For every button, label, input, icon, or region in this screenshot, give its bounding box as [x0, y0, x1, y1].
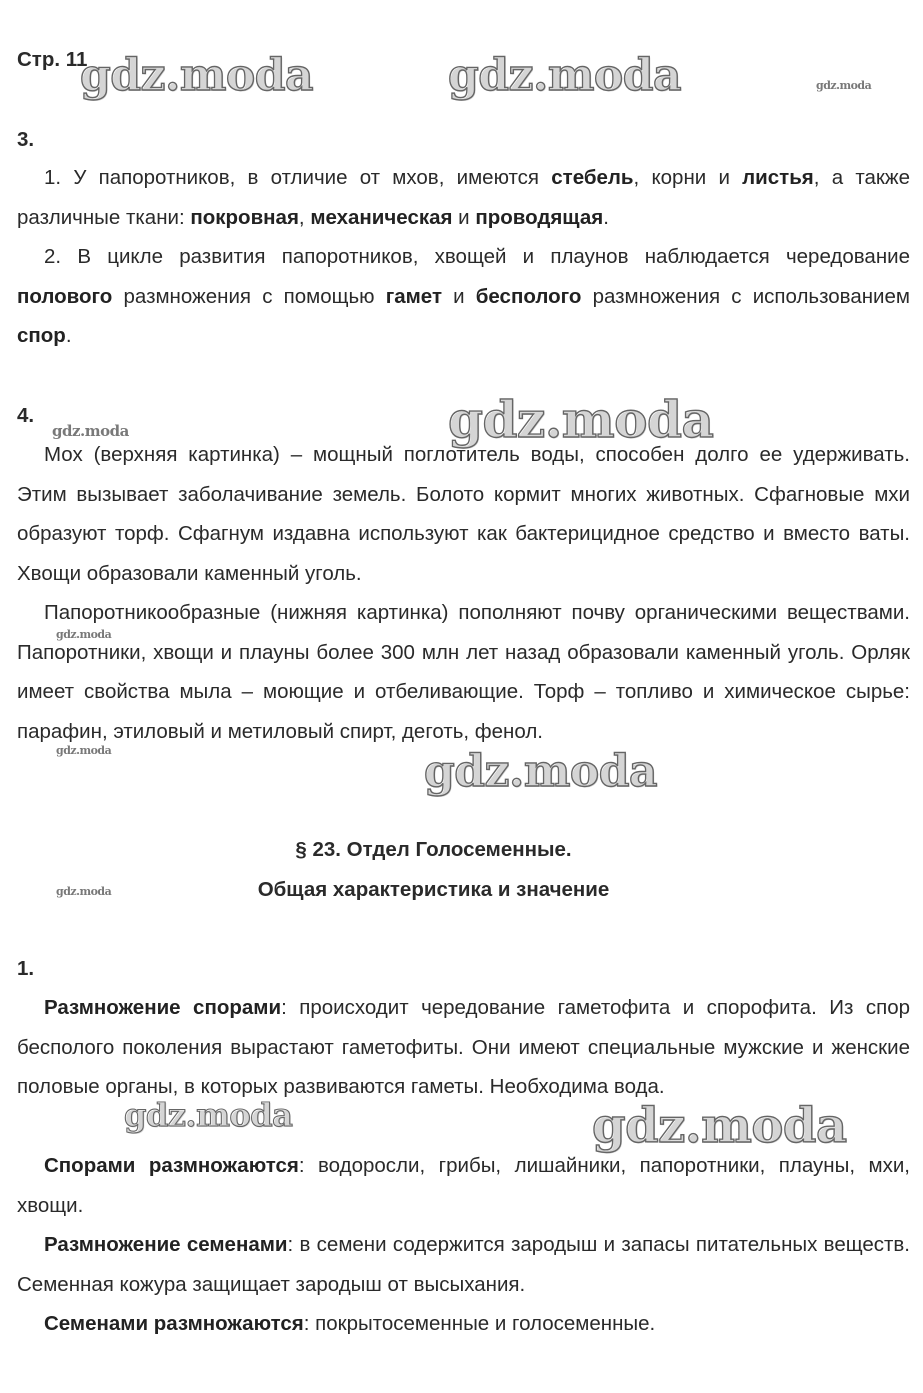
watermark-logo: gdz.moda: [52, 422, 129, 440]
watermark-logo: gdz.moda: [424, 746, 658, 797]
text-segment: 2. В цикле развития папоротников, хвощей и плаунов наблюдается чередование: [44, 245, 910, 268]
text-segment: : покрытосеменные и голосеменные.: [303, 1312, 656, 1335]
text-segment: : водоросли, грибы, лишайники, папоротники, плауны, мхи, хвощи.: [17, 1154, 910, 1217]
watermark-logo: gdz.moda: [448, 50, 682, 101]
task-4-number: 4.: [17, 404, 35, 427]
bold-term: спор: [17, 324, 66, 348]
text-segment: .: [603, 205, 609, 229]
task-1-paragraph-1: [17, 988, 910, 1107]
text-segment: : в семени содержится зародыш и запасы питательных веществ. Семенная кожура защищает зародыш от высыхания.: [17, 1233, 910, 1296]
watermark-logo: gdz.moda: [124, 1096, 293, 1134]
bold-term: гамет: [385, 284, 442, 308]
bold-term: покровная: [190, 205, 299, 229]
bold-term: Размножение семенами: [44, 1233, 288, 1256]
bold-term: стебель: [551, 166, 634, 189]
text-segment: ,: [298, 205, 311, 229]
watermark-logo: gdz.moda: [816, 79, 872, 92]
task-3-paragraph-2: [17, 237, 910, 356]
task-1-paragraph-4: [17, 1304, 910, 1344]
bold-term: Семенами размножаются: [44, 1312, 304, 1335]
watermark-logo: gdz.moda: [448, 390, 714, 449]
bold-term: Размножение спорами: [44, 996, 282, 1019]
watermark-logo: gdz.moda: [56, 628, 112, 641]
bold-term: бесполого: [475, 284, 582, 308]
task-1-number: 1.: [17, 957, 35, 980]
bold-term: полового: [17, 284, 113, 308]
text-segment: .: [65, 324, 72, 348]
section-subtitle: Общая характеристика и значение: [257, 878, 610, 901]
text-segment: , корни и: [633, 166, 743, 189]
watermark-logo: gdz.moda: [592, 1098, 847, 1154]
text-segment: : происходит чередование гаметофита и спорофита. Из спор бесполого поколения вырастают гаметофиты. Они имеют специальные мужские и женские половые органы, в которых развиваются гаметы. Необходима вода.: [17, 996, 910, 1099]
task-4-paragraph-2: Папоротникообразные (нижняя картинка) пополняют почву органическими веществами. Папоротники, хвощи и плауны более 300 млн лет назад образовали каменный уголь. Орляк имеет свойства мыла – моющие и отбеливающие. Торф – топливо и химическое сырье: парафин, этиловый и метиловый спирт, деготь, фенол.: [17, 601, 910, 743]
text-segment: 1. У папоротников, в отличие от мхов, имеются: [44, 166, 552, 189]
text-segment: размножения с использованием: [581, 284, 910, 308]
task-3-number: 3.: [17, 128, 35, 151]
text-segment: и: [441, 284, 476, 308]
task-3-paragraph-1: [17, 158, 910, 237]
task-1-paragraph-3: [17, 1225, 910, 1304]
task-1-paragraph-2: [17, 1146, 910, 1225]
bold-term: механическая: [310, 205, 453, 229]
page-label: Стр. 11: [17, 48, 88, 71]
text-segment: размножения с помощью: [112, 284, 386, 308]
watermark-logo: gdz.moda: [56, 885, 112, 898]
text-segment: , а также различные ткани:: [17, 166, 910, 229]
task-4-paragraph-1: Мох (верхняя картинка) – мощный поглотитель воды, способен долго ее удерживать. Этим вызывает заболачивание земель. Болото кормит многих животных. Сфагновые мхи образуют торф. Сфагнум издавна используют как бактерицидное средство и вместо ваты. Хвощи образовали каменный уголь.: [17, 443, 910, 585]
bold-term: листья: [742, 166, 814, 189]
watermark-logo: gdz.moda: [80, 50, 314, 101]
bold-term: проводящая: [475, 205, 604, 229]
section-title: § 23. Отдел Голосеменные.: [295, 838, 572, 861]
text-segment: и: [452, 205, 476, 229]
bold-term: Спорами размножаются: [44, 1154, 299, 1177]
watermark-logo: gdz.moda: [56, 744, 112, 757]
